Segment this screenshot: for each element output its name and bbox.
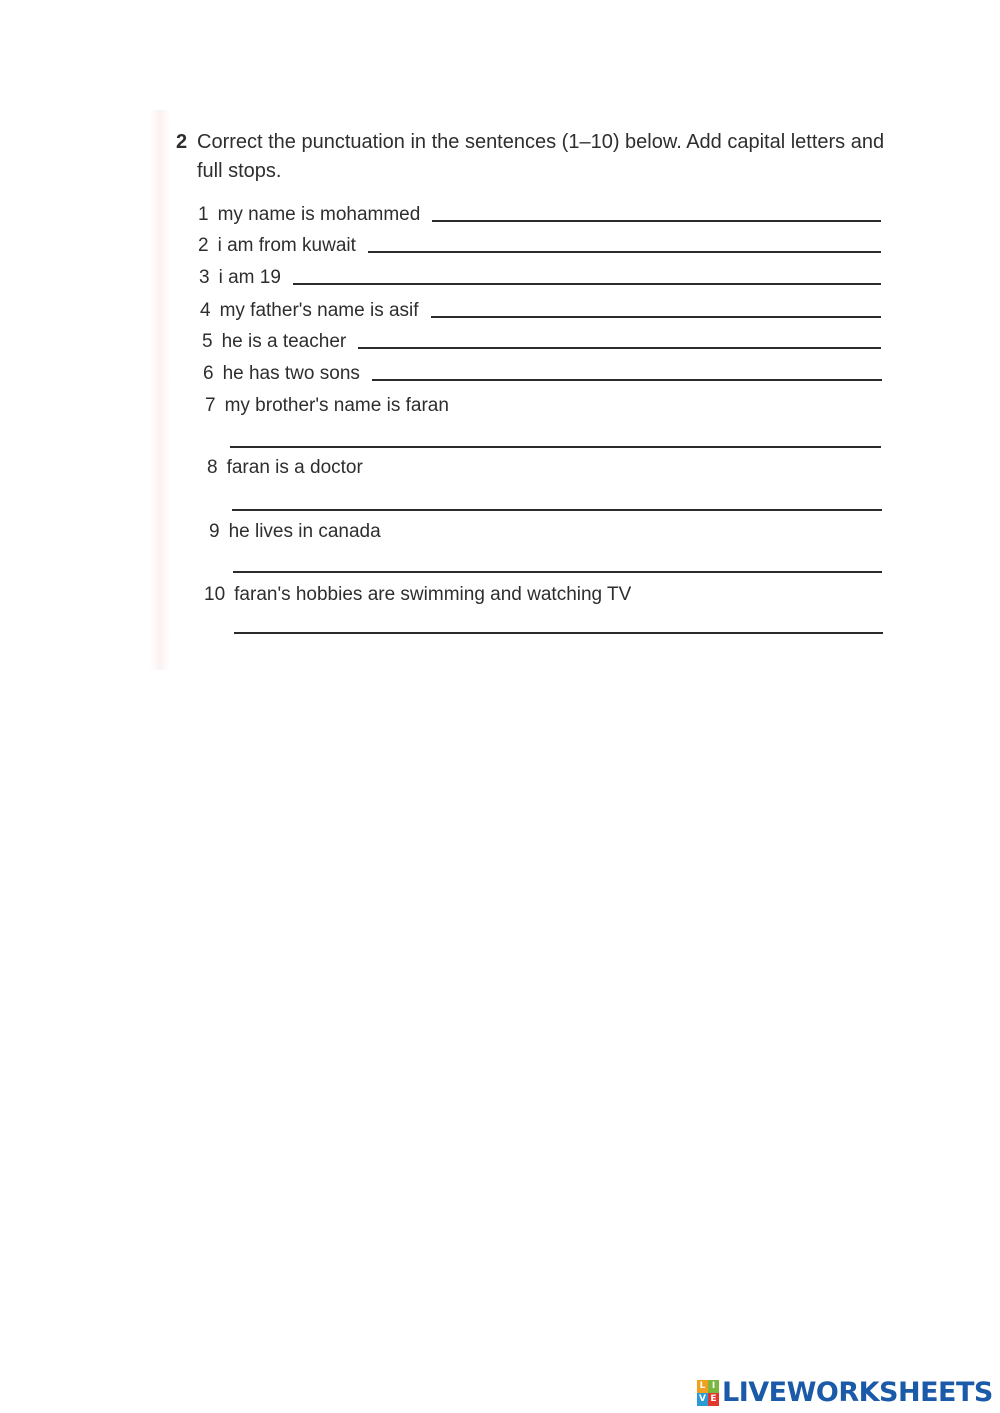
item-number: 3 xyxy=(199,267,210,288)
sentence-item-1 xyxy=(198,204,881,226)
item-number: 10 xyxy=(204,584,226,605)
page-margin-tint xyxy=(150,110,170,670)
item-text: he is a teacher xyxy=(221,331,347,352)
exercise-instruction: Correct the punctuation in the sentences (1–10) below. Add capital letters and full stops. xyxy=(197,131,885,182)
item-number: 1 xyxy=(198,204,209,225)
answer-line-10[interactable] xyxy=(234,632,883,634)
item-number: 8 xyxy=(207,457,218,478)
item-number: 4 xyxy=(200,300,211,321)
item-text: faran's hobbies are swimming and watching TV xyxy=(234,584,632,605)
answer-line-2[interactable] xyxy=(368,251,881,253)
item-text: he has two sons xyxy=(222,363,360,384)
liveworksheets-logo[interactable] xyxy=(697,1377,993,1408)
sentence-item-7 xyxy=(205,395,449,417)
item-number: 9 xyxy=(209,521,220,542)
item-number: 2 xyxy=(198,235,209,256)
item-number: 7 xyxy=(205,395,216,416)
item-text: i am 19 xyxy=(218,267,281,288)
sentence-item-6 xyxy=(203,363,882,385)
item-number: 6 xyxy=(203,363,214,384)
item-text: my brother's name is faran xyxy=(224,395,449,416)
sentence-item-10 xyxy=(204,584,631,606)
item-number: 5 xyxy=(202,331,213,352)
answer-line-4[interactable] xyxy=(431,316,881,318)
exercise-2 xyxy=(176,128,886,186)
sentence-item-9 xyxy=(209,521,381,543)
item-text: he lives in canada xyxy=(228,521,381,542)
logo-badge-icon: L I V E xyxy=(697,1380,719,1406)
sentence-item-5 xyxy=(202,331,881,353)
exercise-header xyxy=(176,128,886,186)
sentence-item-3 xyxy=(199,267,881,289)
answer-line-7[interactable] xyxy=(230,446,881,448)
logo-text: LIVEWORKSHEETS xyxy=(722,1377,993,1408)
item-text: my father's name is asif xyxy=(219,300,419,321)
item-text: my name is mohammed xyxy=(217,204,421,225)
answer-line-1[interactable] xyxy=(432,220,881,222)
item-text: i am from kuwait xyxy=(217,235,356,256)
sentence-item-8 xyxy=(207,457,363,479)
answer-line-3[interactable] xyxy=(293,283,881,285)
exercise-number: 2 xyxy=(176,131,188,153)
answer-line-5[interactable] xyxy=(358,347,881,349)
answer-line-6[interactable] xyxy=(372,379,882,381)
item-text: faran is a doctor xyxy=(226,457,363,478)
sentence-item-2 xyxy=(198,235,881,257)
answer-line-8[interactable] xyxy=(232,509,882,511)
answer-line-9[interactable] xyxy=(233,571,882,573)
sentence-item-4 xyxy=(200,300,881,322)
